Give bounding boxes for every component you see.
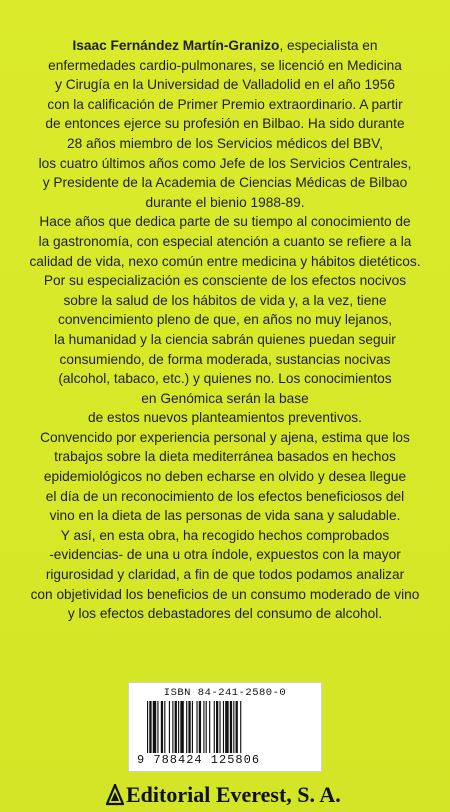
bio-line: los cuatro últimos años como Jefe de los Servicios Centrales, [38,155,412,171]
bio-line: con objetividad los beneficios de un consumo moderado de vino [30,586,420,602]
bio-line: -evidencias- de una u otra índole, expuestos con la mayor [49,547,401,563]
bio-line: durante el bienio 1988-89. [145,194,305,210]
barcode-icon [147,701,307,753]
bio-line: la gastronomía, con especial atención a cuanto se refiere a la [38,233,412,249]
barcode-label [128,682,322,772]
bio-line-1 [10,36,440,56]
publisher-name: Editorial Everest, S. A. [126,782,341,807]
isbn-number: ISBN 84-241-2580-0 [163,687,287,699]
bio-line: trabajos sobre la dieta mediterránea basados en hechos [54,449,396,465]
bio-line: y Cirugía en la Universidad de Valladolid en el año 1956 [55,77,395,93]
bio-line: rigurosidad y claridad, a fin de que todos podamos analizar [45,567,405,583]
bio-line: de entonces ejerce su profesión en Bilbao. Ha sido durante [45,116,405,132]
everest-logo-icon [106,784,124,806]
bio-line: (alcohol, tabaco, etc.) y quienes no. Los conocimientos [58,371,392,387]
bio-line: Por su especialización es consciente de los efectos nocivos [43,273,407,289]
bio-line: convencimiento pleno de que, en años no muy lejanos, [57,312,393,328]
bio-line-1-rest: , especialista en [279,38,378,53]
bio-line: de estos nuevos planteamientos preventivos. [88,410,362,426]
bio-line: el día de un reconocimiento de los efectos beneficiosos del [45,488,405,504]
ean-digits: 9 788424 125806 [137,753,261,767]
bio-line: Hace años que dedica parte de su tiempo al conocimiento de [39,214,411,230]
bio-line: sobre la salud de los hábitos de vida y, a la vez, tiene [63,292,387,308]
bio-line: y los efectos debastadores del consumo de alcohol. [67,606,383,622]
bio-line: la humanidad y la ciencia sabrán quienes puedan seguir [54,331,396,347]
bio-line: enfermedades cardio-pulmonares, se licenció en Medicina [48,57,402,73]
bio-line: consumiendo, de forma moderada, sustancias nocivas [59,351,391,367]
bio-line: Convencido por experiencia personal y ajena, estima que los [40,429,410,445]
bio-line: vino en la dieta de las personas de vida sana y saludable. [49,508,401,524]
bio-line: epidemiológicos no deben echarse en olvido y desea llegue [43,469,407,485]
bio-line: calidad de vida, nexo común entre medicina y hábitos dietéticos. [29,253,421,269]
author-bio [10,36,440,624]
author-name: Isaac Fernández Martín-Granizo [72,38,280,53]
bio-line: 28 años miembro de los Servicios médicos del BBV, [67,135,383,151]
bio-line: en Genómica serán la base [141,390,309,406]
publisher-footer [0,782,450,808]
bio-line: con la calificación de Primer Premio extraordinario. A partir [47,96,403,112]
bio-line: y Presidente de la Academia de Ciencias Médicas de Bilbao [42,175,408,191]
bio-line: Y así, en esta obra, ha recogido hechos comprobados [60,527,390,543]
